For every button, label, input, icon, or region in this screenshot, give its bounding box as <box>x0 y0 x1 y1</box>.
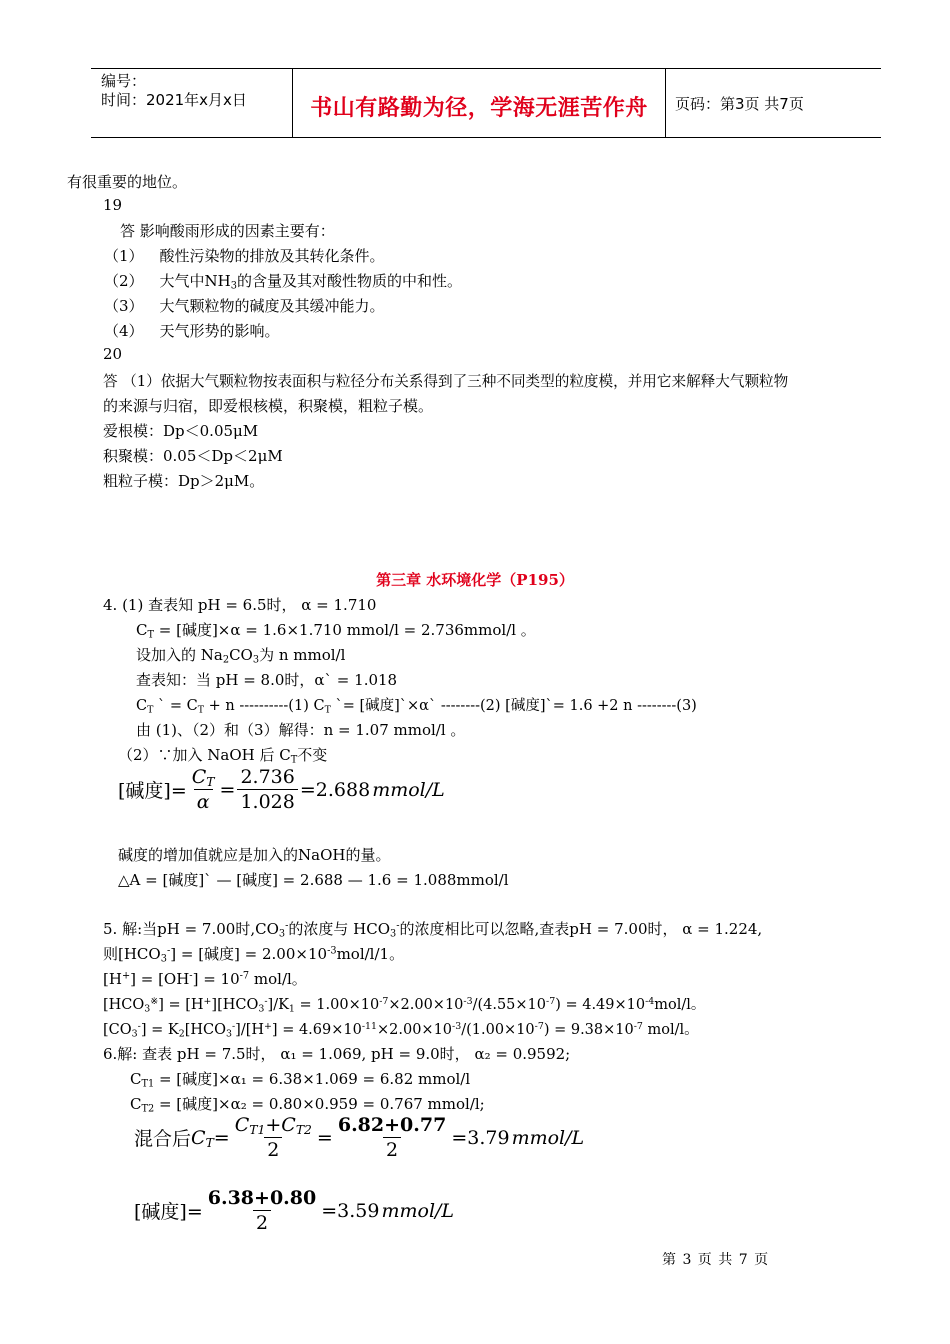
q4-line <box>136 644 345 665</box>
denominator: 2 <box>253 1210 271 1234</box>
superscript: -7 <box>633 1020 643 1032</box>
list-item <box>104 245 385 266</box>
q4-line: 4. (1) 查表知 pH = 6.5时， α = 1.710 <box>103 596 377 614</box>
list-text: 的含量及其对酸性物质的中和性。 <box>236 272 462 290</box>
subscript: T2 <box>295 1123 312 1138</box>
chapter-title: 第三章 水环境化学（P195） <box>376 571 574 589</box>
text: ) = 9.38×10 <box>543 1022 634 1038</box>
equation-mixed-ct <box>134 1114 584 1161</box>
text: /(1.00×10 <box>461 1022 535 1038</box>
eq-text: =2.688 <box>299 778 371 801</box>
list-marker: （1） <box>104 247 144 265</box>
fraction <box>335 1114 449 1161</box>
denominator: 2 <box>264 1137 282 1161</box>
eq-text: [碱度]= <box>118 780 187 802</box>
header-motto: 书山有路勤为径，学海无涯苦作舟 <box>310 96 648 121</box>
q4-line: 由 (1)、（2）和（3）解得：n = 1.07 mmol/l 。 <box>136 721 466 739</box>
page-footer: 第 3 页 共 7 页 <box>662 1252 770 1268</box>
text: ×2.00×10 <box>388 997 464 1013</box>
time-label: 时间：2021年x月x日 <box>101 91 247 109</box>
header-table <box>91 68 881 138</box>
text: = [碱度]×α₂ = 0.80×0.959 = 0.767 mmol/l; <box>154 1095 485 1113</box>
text: C <box>136 621 148 639</box>
text: mol/l/1。 <box>336 945 405 963</box>
subscript: 3 <box>230 280 237 292</box>
superscript: -3 <box>463 995 473 1007</box>
text: ] = [OH <box>130 970 190 988</box>
subscript: 3 <box>390 928 397 940</box>
text: [HCO <box>184 1022 226 1038</box>
numerator <box>189 766 218 789</box>
text: C <box>136 698 148 714</box>
fraction <box>189 766 218 813</box>
text: ×2.00×10 <box>377 1022 453 1038</box>
superscript: - <box>264 995 268 1007</box>
text: ) = 4.49×10 <box>555 997 646 1013</box>
subscript: T <box>324 704 331 716</box>
question-number: 20 <box>103 345 123 363</box>
q5-line <box>103 968 307 989</box>
superscript: -3 <box>327 945 337 957</box>
q5-line <box>103 993 705 1014</box>
text-line: 有很重要的地位。 <box>67 173 188 191</box>
list-text: 天气形势的影响。 <box>159 322 280 340</box>
text: ]/[H <box>235 1022 265 1038</box>
q5-line <box>103 943 404 964</box>
text: = [碱度]×α₁ = 6.38×1.069 = 6.82 mmol/l <box>154 1070 471 1088</box>
numerator: 6.38+0.80 <box>207 1187 317 1209</box>
text: mol/l。 <box>249 970 307 988</box>
superscript: - <box>396 920 400 932</box>
eq-text: [碱度]= <box>134 1201 203 1223</box>
text: ] = [H <box>158 997 204 1013</box>
subscript: 3 <box>160 953 167 965</box>
q4-line <box>136 694 697 715</box>
text: mol/l。 <box>654 997 706 1013</box>
text: [CO <box>103 1022 132 1038</box>
text-line: 爱根模：Dp＜0.05μM <box>103 422 259 440</box>
text: CO <box>229 646 253 664</box>
subscript: 3 <box>131 1028 138 1040</box>
text-line: 粗粒子模：Dp＞2μM。 <box>103 472 265 490</box>
text: C <box>234 1114 250 1136</box>
subscript: 1 <box>288 1003 295 1015</box>
numerator: 6.82+0.77 <box>337 1114 447 1136</box>
equation-alkalinity <box>118 766 445 813</box>
q4-line: 查表知：当 pH = 8.0时，α` = 1.018 <box>136 671 398 689</box>
text-line: 答 （1）依据大气颗粒物按表面积与粒径分布关系得到了三种不同类型的粒度模，并用它来解释大气颗粒物 <box>103 373 789 390</box>
list-text: 酸性污染物的排放及其转化条件。 <box>159 247 385 265</box>
text: /(4.55×10 <box>472 997 547 1013</box>
text: C <box>191 1126 206 1149</box>
text: ] = K <box>140 1022 179 1038</box>
q4-line: 碱度的增加值就应是加入的NaOH的量。 <box>118 846 391 864</box>
list-item <box>104 270 462 291</box>
text: 则[HCO <box>103 945 161 963</box>
list-text: 大气颗粒物的碱度及其缓冲能力。 <box>159 297 385 315</box>
subscript: 3 <box>278 928 286 940</box>
list-marker: （3） <box>104 297 144 315</box>
text: 的浓度与 HCO <box>288 920 391 938</box>
equation-mixed-alkalinity <box>134 1187 454 1234</box>
q5-line <box>103 1018 699 1039</box>
eq-text: 混合后 <box>134 1128 192 1150</box>
text: C <box>130 1095 142 1113</box>
text: 不变 <box>297 746 328 764</box>
list-marker: （4） <box>104 322 144 340</box>
q6-line <box>130 1068 470 1089</box>
subscript: T1 <box>249 1123 266 1138</box>
q5-line <box>103 918 762 939</box>
numerator: 2.736 <box>240 766 295 788</box>
text: [H <box>103 970 122 988</box>
subscript: 3 <box>225 1028 232 1040</box>
fraction <box>237 766 297 813</box>
subscript: 3 <box>252 654 260 666</box>
text: 设加入的 Na <box>136 646 223 664</box>
subscript: 3 <box>258 1003 265 1015</box>
q4-line <box>136 619 536 640</box>
superscript: -7 <box>379 995 389 1007</box>
subscript: T <box>206 775 215 790</box>
superscript: -4 <box>645 995 655 1007</box>
subscript: T2 <box>141 1103 155 1115</box>
text-line: 积聚模：0.05＜Dp＜2μM <box>103 447 283 465</box>
text: C <box>130 1070 142 1088</box>
superscript: - <box>231 1020 236 1032</box>
text: + n ----------(1) C <box>204 698 325 714</box>
text: C <box>281 1114 296 1136</box>
text: ] = [碱度] = 2.00×10 <box>170 945 328 963</box>
eq-text: =3.79 <box>451 1126 510 1149</box>
superscript: -7 <box>546 995 556 1007</box>
eq-unit: mmol/L <box>381 1199 455 1222</box>
q6-line <box>130 1093 485 1114</box>
subscript: T <box>197 704 204 716</box>
denominator: 2 <box>383 1137 401 1161</box>
subscript: T <box>147 629 154 641</box>
superscript: -7 <box>239 970 250 982</box>
numerator <box>232 1114 315 1137</box>
superscript: + <box>264 1020 272 1032</box>
superscript: ※ <box>150 995 159 1007</box>
subscript: T1 <box>141 1078 155 1090</box>
eq-text: = <box>316 1126 333 1149</box>
superscript: -3 <box>452 1020 462 1032</box>
subscript: T <box>290 754 298 766</box>
header-divider <box>665 69 666 137</box>
text: 5. 解:当pH = 7.00时,CO <box>103 920 279 938</box>
eq-variable <box>191 1127 214 1149</box>
text: （2）∵加入 NaOH 后 C <box>118 746 291 764</box>
eq-text: =3.59 <box>321 1199 380 1222</box>
subscript: T <box>147 704 154 716</box>
subscript: T <box>205 1135 214 1150</box>
question-number: 19 <box>103 196 123 214</box>
list-item <box>104 295 385 316</box>
header-info <box>101 72 247 110</box>
eq-text: = <box>219 778 236 801</box>
denominator: 1.028 <box>237 789 297 813</box>
text: ][HCO <box>211 997 259 1013</box>
number-label: 编号： <box>101 72 147 90</box>
text-line: 答 影响酸雨形成的因素主要有： <box>120 222 335 240</box>
text: mol/l。 <box>642 1022 699 1038</box>
subscript: 2 <box>178 1028 185 1040</box>
superscript: -11 <box>361 1020 377 1032</box>
text: ] = 4.69×10 <box>271 1022 362 1038</box>
q4-line: △A = [碱度]` — [碱度] = 2.688 — 1.6 = 1.088mmol/l <box>118 871 509 889</box>
list-item <box>104 320 280 341</box>
q6-line: 6.解: 查表 pH = 7.5时， α₁ = 1.069, pH = 9.0时， α₂ = 0.9592; <box>103 1045 571 1063</box>
eq-unit: mmol/L <box>372 778 445 801</box>
eq-text: = <box>213 1126 230 1149</box>
text: + <box>265 1114 282 1136</box>
eq-unit: mmol/L <box>511 1126 585 1149</box>
text: C <box>191 766 207 788</box>
text: [HCO <box>103 997 145 1013</box>
text: 的浓度相比可以忽略,查表pH = 7.00时， α = 1.224, <box>399 920 763 938</box>
superscript: + <box>203 995 212 1007</box>
header-page-label: 页码：第3页 共7页 <box>675 95 804 113</box>
text: `= [碱度]`×α` --------(2) [碱度]`= 1.6 +2 n --------(3) <box>330 698 697 714</box>
subscript: 3 <box>144 1003 151 1015</box>
superscript: - <box>166 945 171 957</box>
superscript: - <box>189 970 193 982</box>
text: ` = C <box>153 698 198 714</box>
fraction <box>205 1187 319 1234</box>
subscript: 2 <box>222 654 230 666</box>
text: 为 n mmol/l <box>259 646 346 664</box>
denominator: α <box>194 789 213 813</box>
superscript: + <box>121 970 131 982</box>
superscript: -7 <box>534 1020 544 1032</box>
text: ]/K <box>267 997 289 1013</box>
fraction <box>232 1114 315 1161</box>
list-text: 大气中NH <box>159 272 231 290</box>
superscript: - <box>137 1020 141 1032</box>
text-line: 的来源与归宿，即爱根核模，积聚模，粗粒子模。 <box>103 397 434 415</box>
text: = [碱度]×α = 1.6×1.710 mmol/l = 2.736mmol/l 。 <box>154 621 536 639</box>
text: ] = 10 <box>192 970 240 988</box>
superscript: - <box>285 920 289 932</box>
q4-line <box>118 744 327 765</box>
list-marker: （2） <box>104 272 144 290</box>
text: = 1.00×10 <box>294 997 380 1013</box>
